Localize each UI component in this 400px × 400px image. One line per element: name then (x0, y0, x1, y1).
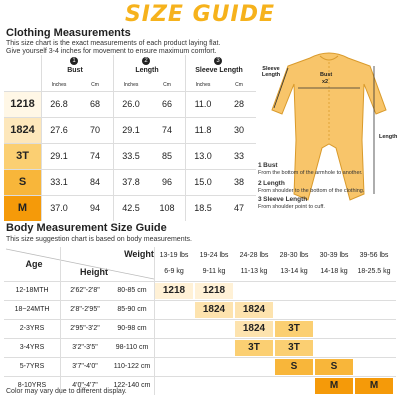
measurement-cell: 68 (89, 99, 100, 109)
weight-kg: 13-14 kg (280, 268, 308, 275)
measurement-cell: 108 (159, 203, 175, 213)
weight-kg: 18-25.5 kg (357, 268, 391, 275)
page-title: SIZE GUIDE (124, 2, 276, 27)
legend-number: 3 (258, 196, 262, 203)
measurement-cell: 29.1 (122, 125, 140, 135)
legend-title: Bust (263, 162, 278, 169)
col-length: Length (135, 67, 159, 74)
measurement-cell: 42.5 (122, 203, 140, 213)
size-badge: 1824 (235, 321, 273, 337)
legend-text: From shoulder point to cuff. (258, 203, 325, 210)
measurement-cell: 26.0 (122, 99, 140, 109)
length-label: Length (379, 134, 398, 140)
height-cm-cell: 122-140 cm (113, 382, 151, 389)
size-label: 1824 (4, 118, 41, 143)
clothing-table (4, 55, 256, 221)
height-cm-cell: 90-98 cm (117, 325, 147, 332)
legend-item (258, 163, 363, 176)
weight-kg: 11-13 kg (240, 268, 268, 275)
age-cell: 3-4YRS (19, 344, 45, 351)
size-badge: 3T (235, 340, 273, 356)
bust-label: Bust (320, 72, 333, 78)
measurement-cell: 37.8 (122, 177, 140, 187)
unit-label: Inches (123, 82, 139, 88)
size-label: 1218 (4, 92, 41, 117)
legend-item (258, 197, 325, 210)
age-cell: 8-10YRS (17, 382, 47, 389)
height-inches-cell: 4'0"-4'7" (72, 382, 98, 389)
measurement-cell: 84 (89, 177, 100, 187)
legend-title: Length (263, 180, 285, 187)
sleeve-length-label: Sleeve Length (261, 66, 281, 78)
body-row (4, 357, 396, 376)
age-cell: 2-3YRS (19, 325, 45, 332)
measurement-cell: 74 (161, 125, 172, 135)
height-inches-cell: 3'7"-4'0" (72, 363, 98, 370)
size-badge: S (275, 359, 313, 375)
measurement-cell: 27.6 (50, 125, 68, 135)
sleeve-number-icon: 3 (214, 57, 222, 65)
measurement-cell: 85 (161, 151, 172, 161)
body-heading: Body Measurement Size Guide (6, 222, 167, 234)
height-header: Height (80, 267, 108, 277)
legend-number: 2 (258, 180, 262, 187)
measurement-cell: 28 (233, 99, 244, 109)
size-badge: 3T (275, 321, 313, 337)
weight-lbs: 39-56 lbs (359, 252, 389, 259)
height-inches-cell: 3'2"-3'5" (72, 344, 98, 351)
measurement-cell: 47 (233, 203, 244, 213)
measurement-cell: 94 (89, 203, 100, 213)
measurement-cell: 38 (233, 177, 244, 187)
measurement-cell: 66 (161, 99, 172, 109)
height-cm-cell: 80-85 cm (117, 287, 147, 294)
age-cell: 12-18MTH (15, 287, 49, 294)
body-row (4, 281, 396, 300)
body-desc: This size suggestion chart is based on body measurements. (6, 236, 192, 243)
measurement-cell: 70 (89, 125, 100, 135)
clothing-desc-1: This size chart is the exact measurements of each product laying flat. (6, 40, 221, 47)
measurement-cell: 30 (233, 125, 244, 135)
unit-label: Cm (91, 82, 99, 88)
measurement-cell: 29.1 (50, 151, 68, 161)
measurement-cell: 33.1 (50, 177, 68, 187)
legend-title: Sleeve Length (263, 196, 308, 203)
weight-kg: 6-9 kg (164, 268, 184, 275)
height-inches-cell: 2'8"-2'95" (70, 306, 100, 313)
weight-lbs: 13-19 lbs (159, 252, 189, 259)
col-bust: Bust (67, 67, 83, 74)
legend-text: From shoulder to the bottom of the clothing. (258, 187, 365, 194)
weight-lbs: 28-30 lbs (279, 252, 309, 259)
weight-lbs: 24-28 lbs (239, 252, 269, 259)
weight-kg: 14-18 kg (320, 268, 348, 275)
size-label: 3T (4, 144, 41, 169)
size-badge: 1218 (195, 283, 233, 299)
height-cm-cell: 110-122 cm (113, 363, 151, 370)
weight-kg: 9-11 kg (202, 268, 226, 275)
measurement-cell: 11.8 (194, 125, 212, 135)
weight-lbs: 30-39 lbs (319, 252, 349, 259)
age-header: Age (25, 259, 43, 269)
body-row (4, 300, 396, 319)
age-cell: 18~24MTH (14, 306, 50, 313)
height-cm-cell: 85-90 cm (117, 306, 147, 313)
measurement-cell: 13.0 (194, 151, 212, 161)
measurement-cell: 37.0 (50, 203, 68, 213)
height-cm-cell: 98-110 cm (115, 344, 149, 351)
unit-label: Cm (163, 82, 171, 88)
size-badge: M (355, 378, 393, 394)
unit-label: Inches (195, 82, 211, 88)
weight-lbs: 19-24 lbs (199, 252, 229, 259)
body-table (4, 247, 396, 395)
size-label: M (4, 196, 41, 221)
size-badge: 3T (275, 340, 313, 356)
size-label: S (4, 170, 41, 195)
size-badge: S (315, 359, 353, 375)
height-inches-cell: 2'95"-3'2" (70, 325, 100, 332)
size-badge: 1824 (195, 302, 233, 318)
weight-header: Weight (124, 249, 154, 259)
height-inches-cell: 2'62"-2'8" (70, 287, 100, 294)
color-note: Color may vary due to different display. (6, 388, 127, 395)
size-badge: 1218 (155, 283, 193, 299)
measurement-cell: 11.0 (194, 99, 212, 109)
body-row (4, 319, 396, 338)
length-number-icon: 2 (142, 57, 150, 65)
size-badge: 1824 (235, 302, 273, 318)
measurement-cell: 33.5 (122, 151, 140, 161)
measurement-cell: 96 (161, 177, 172, 187)
age-cell: 5-7YRS (19, 363, 45, 370)
measurement-cell: 33 (233, 151, 244, 161)
body-row (4, 338, 396, 357)
unit-label: Cm (235, 82, 243, 88)
measurement-cell: 74 (89, 151, 100, 161)
legend-item (258, 181, 364, 194)
bust-multiplier: x2 (322, 79, 329, 85)
col-sleeve-length: Sleeve Length (195, 67, 243, 74)
header-diagonal (4, 247, 154, 281)
measurement-cell: 15.0 (194, 177, 212, 187)
clothing-desc-2: Give yourself 3-4 inches for movement to ensure maximum comfort. (6, 48, 217, 55)
clothing-heading: Clothing Measurements (6, 27, 131, 39)
size-badge: M (315, 378, 353, 394)
bust-number-icon: 1 (70, 57, 78, 65)
measurement-cell: 18.5 (194, 203, 212, 213)
measurement-cell: 26.8 (50, 99, 68, 109)
legend-number: 1 (258, 162, 262, 169)
body-table-header (4, 247, 396, 281)
unit-label: Inches (51, 82, 67, 88)
legend-text: From the bottom of the armhole to another. (258, 169, 363, 176)
